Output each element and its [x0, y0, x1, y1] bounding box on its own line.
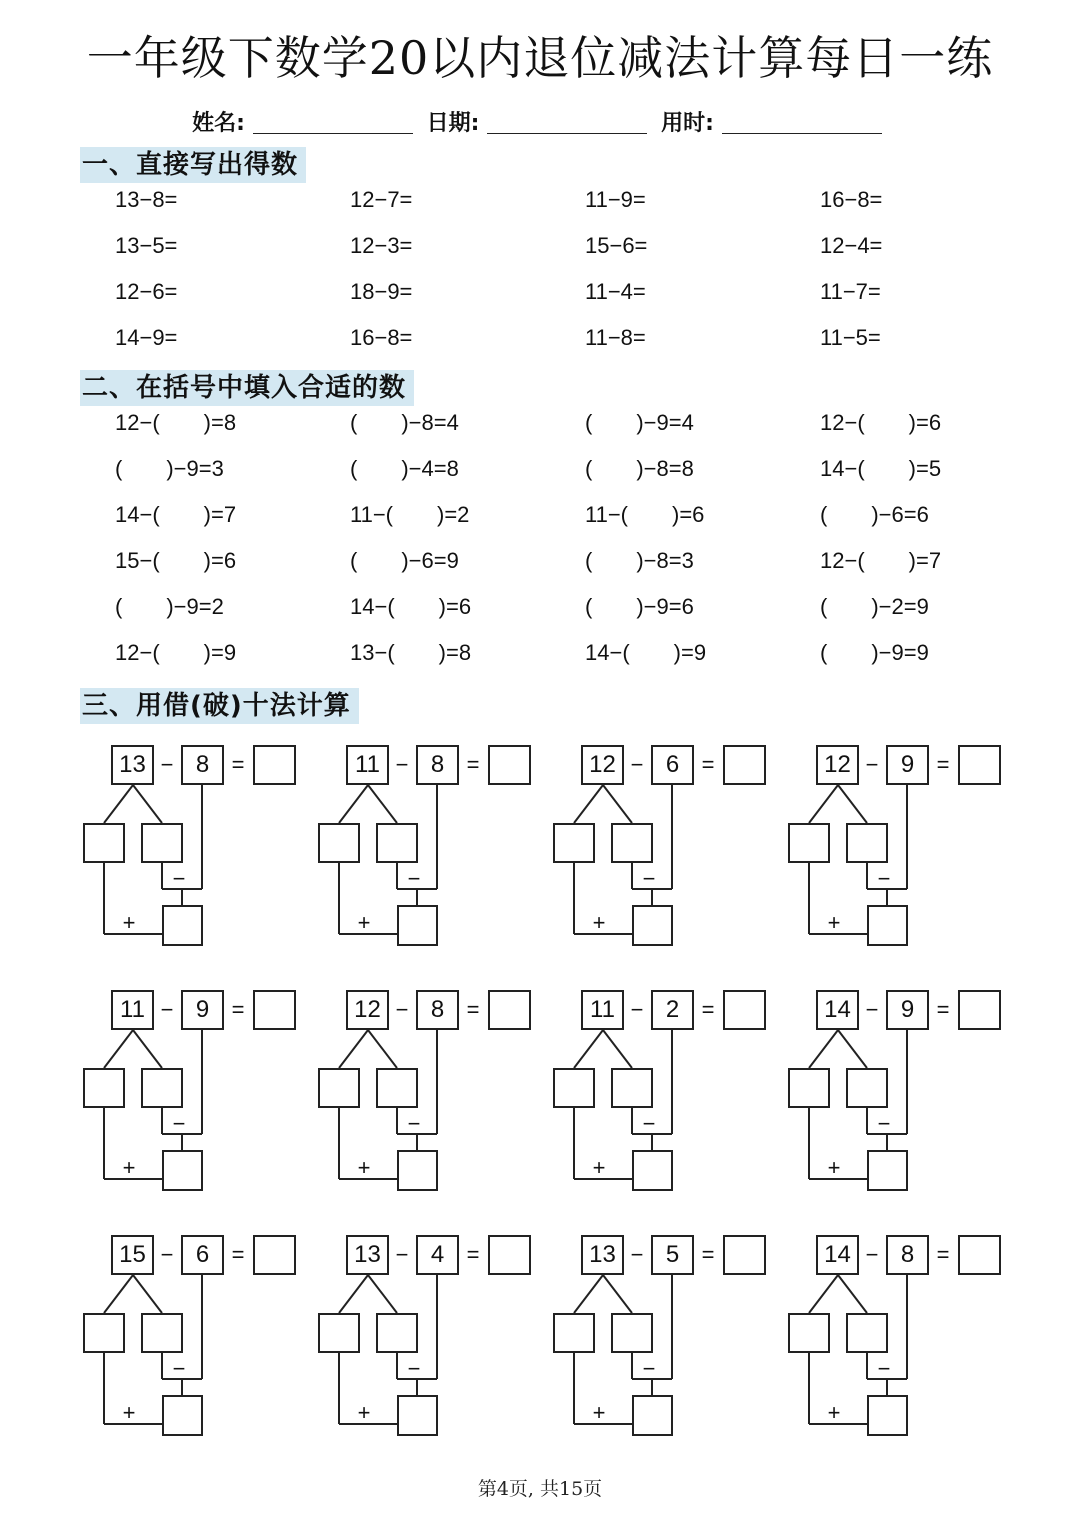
split-box-right[interactable]: [611, 1313, 653, 1353]
branch-line-left: [574, 1030, 603, 1068]
add-sign: +: [122, 1400, 136, 1425]
subtrahend-box: 6: [181, 1235, 224, 1275]
page-footer: 第4页, 共15页: [477, 1478, 603, 1500]
minus-sign: −: [865, 997, 879, 1022]
equals-sign: =: [936, 752, 950, 777]
break-ten-problem: [552, 988, 787, 1198]
intermediate-box[interactable]: [397, 1150, 438, 1191]
intermediate-box[interactable]: [867, 1395, 908, 1436]
break-ten-problem: [317, 988, 552, 1198]
add-sign: +: [357, 1400, 371, 1425]
equation: 14−( )=6: [350, 594, 472, 619]
add-sign: +: [592, 910, 606, 935]
sub-sign: −: [407, 1356, 421, 1381]
add-sign: +: [122, 910, 136, 935]
add-sign: +: [827, 1400, 841, 1425]
minuend-box: 12: [581, 745, 624, 785]
subtrahend-box: 8: [886, 1235, 929, 1275]
section2-row: [115, 548, 1055, 594]
section2-heading: 二、在括号中填入合适的数: [80, 370, 414, 406]
break-ten-problem: [82, 988, 317, 1198]
equation: 18−9=: [350, 279, 413, 304]
branch-line-right: [368, 785, 397, 823]
equation: 11−8=: [585, 325, 646, 350]
sub-sign: −: [172, 1356, 186, 1381]
subtrahend-box: 9: [181, 990, 224, 1030]
branch-line-left: [104, 1030, 133, 1068]
minuend-box: 13: [111, 745, 154, 785]
break-ten-problem: [82, 743, 317, 953]
equals-sign: =: [466, 1242, 480, 1267]
section1-grid: [115, 187, 1055, 371]
answer-box[interactable]: [253, 990, 296, 1030]
date-label: 日期:: [426, 111, 480, 136]
minus-sign: −: [630, 997, 644, 1022]
equation: 12−7=: [350, 187, 413, 212]
equation: 12−( )=8: [115, 410, 237, 435]
break-ten-problem: [787, 988, 1022, 1198]
add-sign: +: [592, 1155, 606, 1180]
minus-sign: −: [395, 997, 409, 1022]
split-box-right[interactable]: [376, 1313, 418, 1353]
time-blank[interactable]: [722, 109, 882, 134]
split-box-right[interactable]: [376, 823, 418, 863]
intermediate-box[interactable]: [162, 1150, 203, 1191]
equation: 12−4=: [820, 233, 883, 258]
equation: ( )−4=8: [350, 456, 459, 481]
equation: 12−( )=6: [820, 410, 942, 435]
split-box-right[interactable]: [611, 1068, 653, 1108]
break-ten-problem: [552, 743, 787, 953]
subtrahend-box: 8: [416, 745, 459, 785]
add-sign: +: [122, 1155, 136, 1180]
split-box-left[interactable]: [83, 823, 125, 863]
branch-line-left: [339, 1030, 368, 1068]
equation: ( )−8=3: [585, 548, 694, 573]
equation: 13−8=: [115, 187, 178, 212]
split-box-left[interactable]: [83, 1313, 125, 1353]
branch-line-left: [574, 1275, 603, 1313]
worksheet-title: 一年级下数学20以内退位减法计算每日一练: [86, 31, 994, 85]
equation: 16−8=: [820, 187, 883, 212]
subtrahend-box: 8: [181, 745, 224, 785]
intermediate-box[interactable]: [162, 1395, 203, 1436]
time-label: 用时:: [661, 111, 714, 136]
equals-sign: =: [466, 997, 480, 1022]
branch-line-right: [133, 785, 162, 823]
sub-sign: −: [877, 1356, 891, 1381]
subtrahend-box: 8: [416, 990, 459, 1030]
branch-line-left: [809, 785, 838, 823]
equation: 11−5=: [820, 325, 881, 350]
equals-sign: =: [701, 752, 715, 777]
sub-sign: −: [642, 866, 656, 891]
sub-sign: −: [877, 866, 891, 891]
branch-line-left: [104, 785, 133, 823]
answer-box[interactable]: [723, 990, 766, 1030]
equation: ( )−8=8: [585, 456, 694, 481]
equation: 13−5=: [115, 233, 178, 258]
intermediate-box[interactable]: [397, 1395, 438, 1436]
equals-sign: =: [231, 1242, 245, 1267]
minus-sign: −: [865, 1242, 879, 1267]
sub-sign: −: [407, 1111, 421, 1136]
name-blank[interactable]: [253, 109, 413, 134]
intermediate-box[interactable]: [397, 905, 438, 946]
minuend-box: 13: [581, 1235, 624, 1275]
equation: 14−9=: [115, 325, 178, 350]
branch-line-right: [603, 785, 632, 823]
minuend-box: 14: [816, 990, 859, 1030]
split-box-left[interactable]: [553, 1068, 595, 1108]
branch-line-right: [133, 1275, 162, 1313]
minus-sign: −: [865, 752, 879, 777]
equation: ( )−9=3: [115, 456, 224, 481]
subtrahend-box: 5: [651, 1235, 694, 1275]
split-box-left[interactable]: [318, 1313, 360, 1353]
equation: ( )−2=9: [820, 594, 929, 619]
equation: ( )−8=4: [350, 410, 459, 435]
split-box-right[interactable]: [846, 1313, 888, 1353]
section1-row: [115, 279, 1055, 325]
break-ten-problem: [317, 1233, 552, 1443]
equation: 11−9=: [585, 187, 646, 212]
add-sign: +: [357, 910, 371, 935]
branch-line-right: [368, 1275, 397, 1313]
name-label: 姓名:: [192, 111, 245, 136]
section2-row: [115, 502, 1055, 548]
minus-sign: −: [160, 997, 174, 1022]
answer-box[interactable]: [253, 745, 296, 785]
break-ten-problem: [317, 743, 552, 953]
branch-line-left: [809, 1275, 838, 1313]
equation: 15−( )=6: [115, 548, 237, 573]
branch-line-right: [368, 1030, 397, 1068]
split-box-left[interactable]: [318, 823, 360, 863]
minus-sign: −: [395, 1242, 409, 1267]
minus-sign: −: [630, 1242, 644, 1267]
split-box-right[interactable]: [846, 1068, 888, 1108]
answer-box[interactable]: [958, 1235, 1001, 1275]
break-ten-problem: [787, 1233, 1022, 1443]
section2-row: [115, 640, 1055, 686]
add-sign: +: [357, 1155, 371, 1180]
equation: 11−4=: [585, 279, 646, 304]
branch-line-left: [104, 1275, 133, 1313]
answer-box[interactable]: [958, 990, 1001, 1030]
add-sign: +: [827, 1155, 841, 1180]
equals-sign: =: [701, 997, 715, 1022]
subtrahend-box: 4: [416, 1235, 459, 1275]
equation: 11−( )=2: [350, 502, 470, 527]
subtrahend-box: 2: [651, 990, 694, 1030]
minus-sign: −: [160, 1242, 174, 1267]
equation: 14−( )=7: [115, 502, 237, 527]
split-box-left[interactable]: [553, 1313, 595, 1353]
minuend-box: 11: [111, 990, 154, 1030]
equation: 15−6=: [585, 233, 648, 258]
branch-line-right: [838, 785, 867, 823]
sub-sign: −: [172, 866, 186, 891]
equation: ( )−9=2: [115, 594, 224, 619]
section1-row: [115, 233, 1055, 279]
equation: ( )−9=9: [820, 640, 929, 665]
branch-line-left: [339, 1275, 368, 1313]
minuend-box: 15: [111, 1235, 154, 1275]
subtrahend-box: 9: [886, 990, 929, 1030]
answer-box[interactable]: [723, 1235, 766, 1275]
answer-box[interactable]: [253, 1235, 296, 1275]
branch-line-right: [838, 1030, 867, 1068]
branch-line-right: [603, 1030, 632, 1068]
split-box-left[interactable]: [553, 823, 595, 863]
branch-line-right: [838, 1275, 867, 1313]
section2-grid: [115, 410, 1055, 686]
split-box-left[interactable]: [318, 1068, 360, 1108]
equation: ( )−6=6: [820, 502, 929, 527]
branch-line-left: [809, 1030, 838, 1068]
answer-box[interactable]: [958, 745, 1001, 785]
sub-sign: −: [407, 866, 421, 891]
minuend-box: 11: [346, 745, 389, 785]
intermediate-box[interactable]: [632, 1395, 673, 1436]
equals-sign: =: [936, 1242, 950, 1267]
section2-row: [115, 594, 1055, 640]
section1-row: [115, 187, 1055, 233]
equation: 16−8=: [350, 325, 413, 350]
info-line: [0, 106, 1080, 142]
answer-box[interactable]: [488, 990, 531, 1030]
answer-box[interactable]: [488, 1235, 531, 1275]
split-box-left[interactable]: [788, 1313, 830, 1353]
break-ten-problem: [82, 1233, 317, 1443]
sub-sign: −: [642, 1111, 656, 1136]
equation: ( )−9=4: [585, 410, 694, 435]
add-sign: +: [592, 1400, 606, 1425]
equation: 13−( )=8: [350, 640, 472, 665]
subtrahend-box: 9: [886, 745, 929, 785]
split-box-right[interactable]: [141, 1068, 183, 1108]
equation: 12−( )=7: [820, 548, 942, 573]
equals-sign: =: [701, 1242, 715, 1267]
equation: 12−6=: [115, 279, 178, 304]
sub-sign: −: [877, 1111, 891, 1136]
section1-row: [115, 325, 1055, 371]
equals-sign: =: [466, 752, 480, 777]
minuend-box: 11: [581, 990, 624, 1030]
add-sign: +: [827, 910, 841, 935]
minus-sign: −: [395, 752, 409, 777]
intermediate-box[interactable]: [867, 1150, 908, 1191]
branch-line-right: [603, 1275, 632, 1313]
split-box-right[interactable]: [846, 823, 888, 863]
break-ten-problem: [787, 743, 1022, 953]
split-box-right[interactable]: [141, 823, 183, 863]
date-blank[interactable]: [487, 109, 647, 134]
equation: 14−( )=5: [820, 456, 942, 481]
equals-sign: =: [231, 997, 245, 1022]
intermediate-box[interactable]: [632, 1150, 673, 1191]
branch-line-right: [133, 1030, 162, 1068]
split-box-left[interactable]: [788, 1068, 830, 1108]
subtrahend-box: 6: [651, 745, 694, 785]
branch-line-left: [574, 785, 603, 823]
equals-sign: =: [231, 752, 245, 777]
equation: 11−7=: [820, 279, 881, 304]
intermediate-box[interactable]: [632, 905, 673, 946]
minuend-box: 12: [346, 990, 389, 1030]
section2-row: [115, 410, 1055, 456]
split-box-left[interactable]: [788, 823, 830, 863]
intermediate-box[interactable]: [162, 905, 203, 946]
equation: 14−( )=9: [585, 640, 707, 665]
equation: 12−( )=9: [115, 640, 237, 665]
split-box-right[interactable]: [611, 823, 653, 863]
answer-box[interactable]: [723, 745, 766, 785]
intermediate-box[interactable]: [867, 905, 908, 946]
equation: ( )−6=9: [350, 548, 459, 573]
section2-row: [115, 456, 1055, 502]
section3-heading: 三、用借(破)十法计算: [80, 688, 359, 724]
equation: ( )−9=6: [585, 594, 694, 619]
minuend-box: 12: [816, 745, 859, 785]
split-box-right[interactable]: [141, 1313, 183, 1353]
sub-sign: −: [642, 1356, 656, 1381]
minuend-box: 13: [346, 1235, 389, 1275]
equation: 11−( )=6: [585, 502, 705, 527]
branch-line-left: [339, 785, 368, 823]
sub-sign: −: [172, 1111, 186, 1136]
equation: 12−3=: [350, 233, 413, 258]
answer-box[interactable]: [488, 745, 531, 785]
section1-heading: 一、直接写出得数: [80, 147, 306, 183]
break-ten-problem: [552, 1233, 787, 1443]
split-box-left[interactable]: [83, 1068, 125, 1108]
equals-sign: =: [936, 997, 950, 1022]
minus-sign: −: [160, 752, 174, 777]
minus-sign: −: [630, 752, 644, 777]
split-box-right[interactable]: [376, 1068, 418, 1108]
minuend-box: 14: [816, 1235, 859, 1275]
